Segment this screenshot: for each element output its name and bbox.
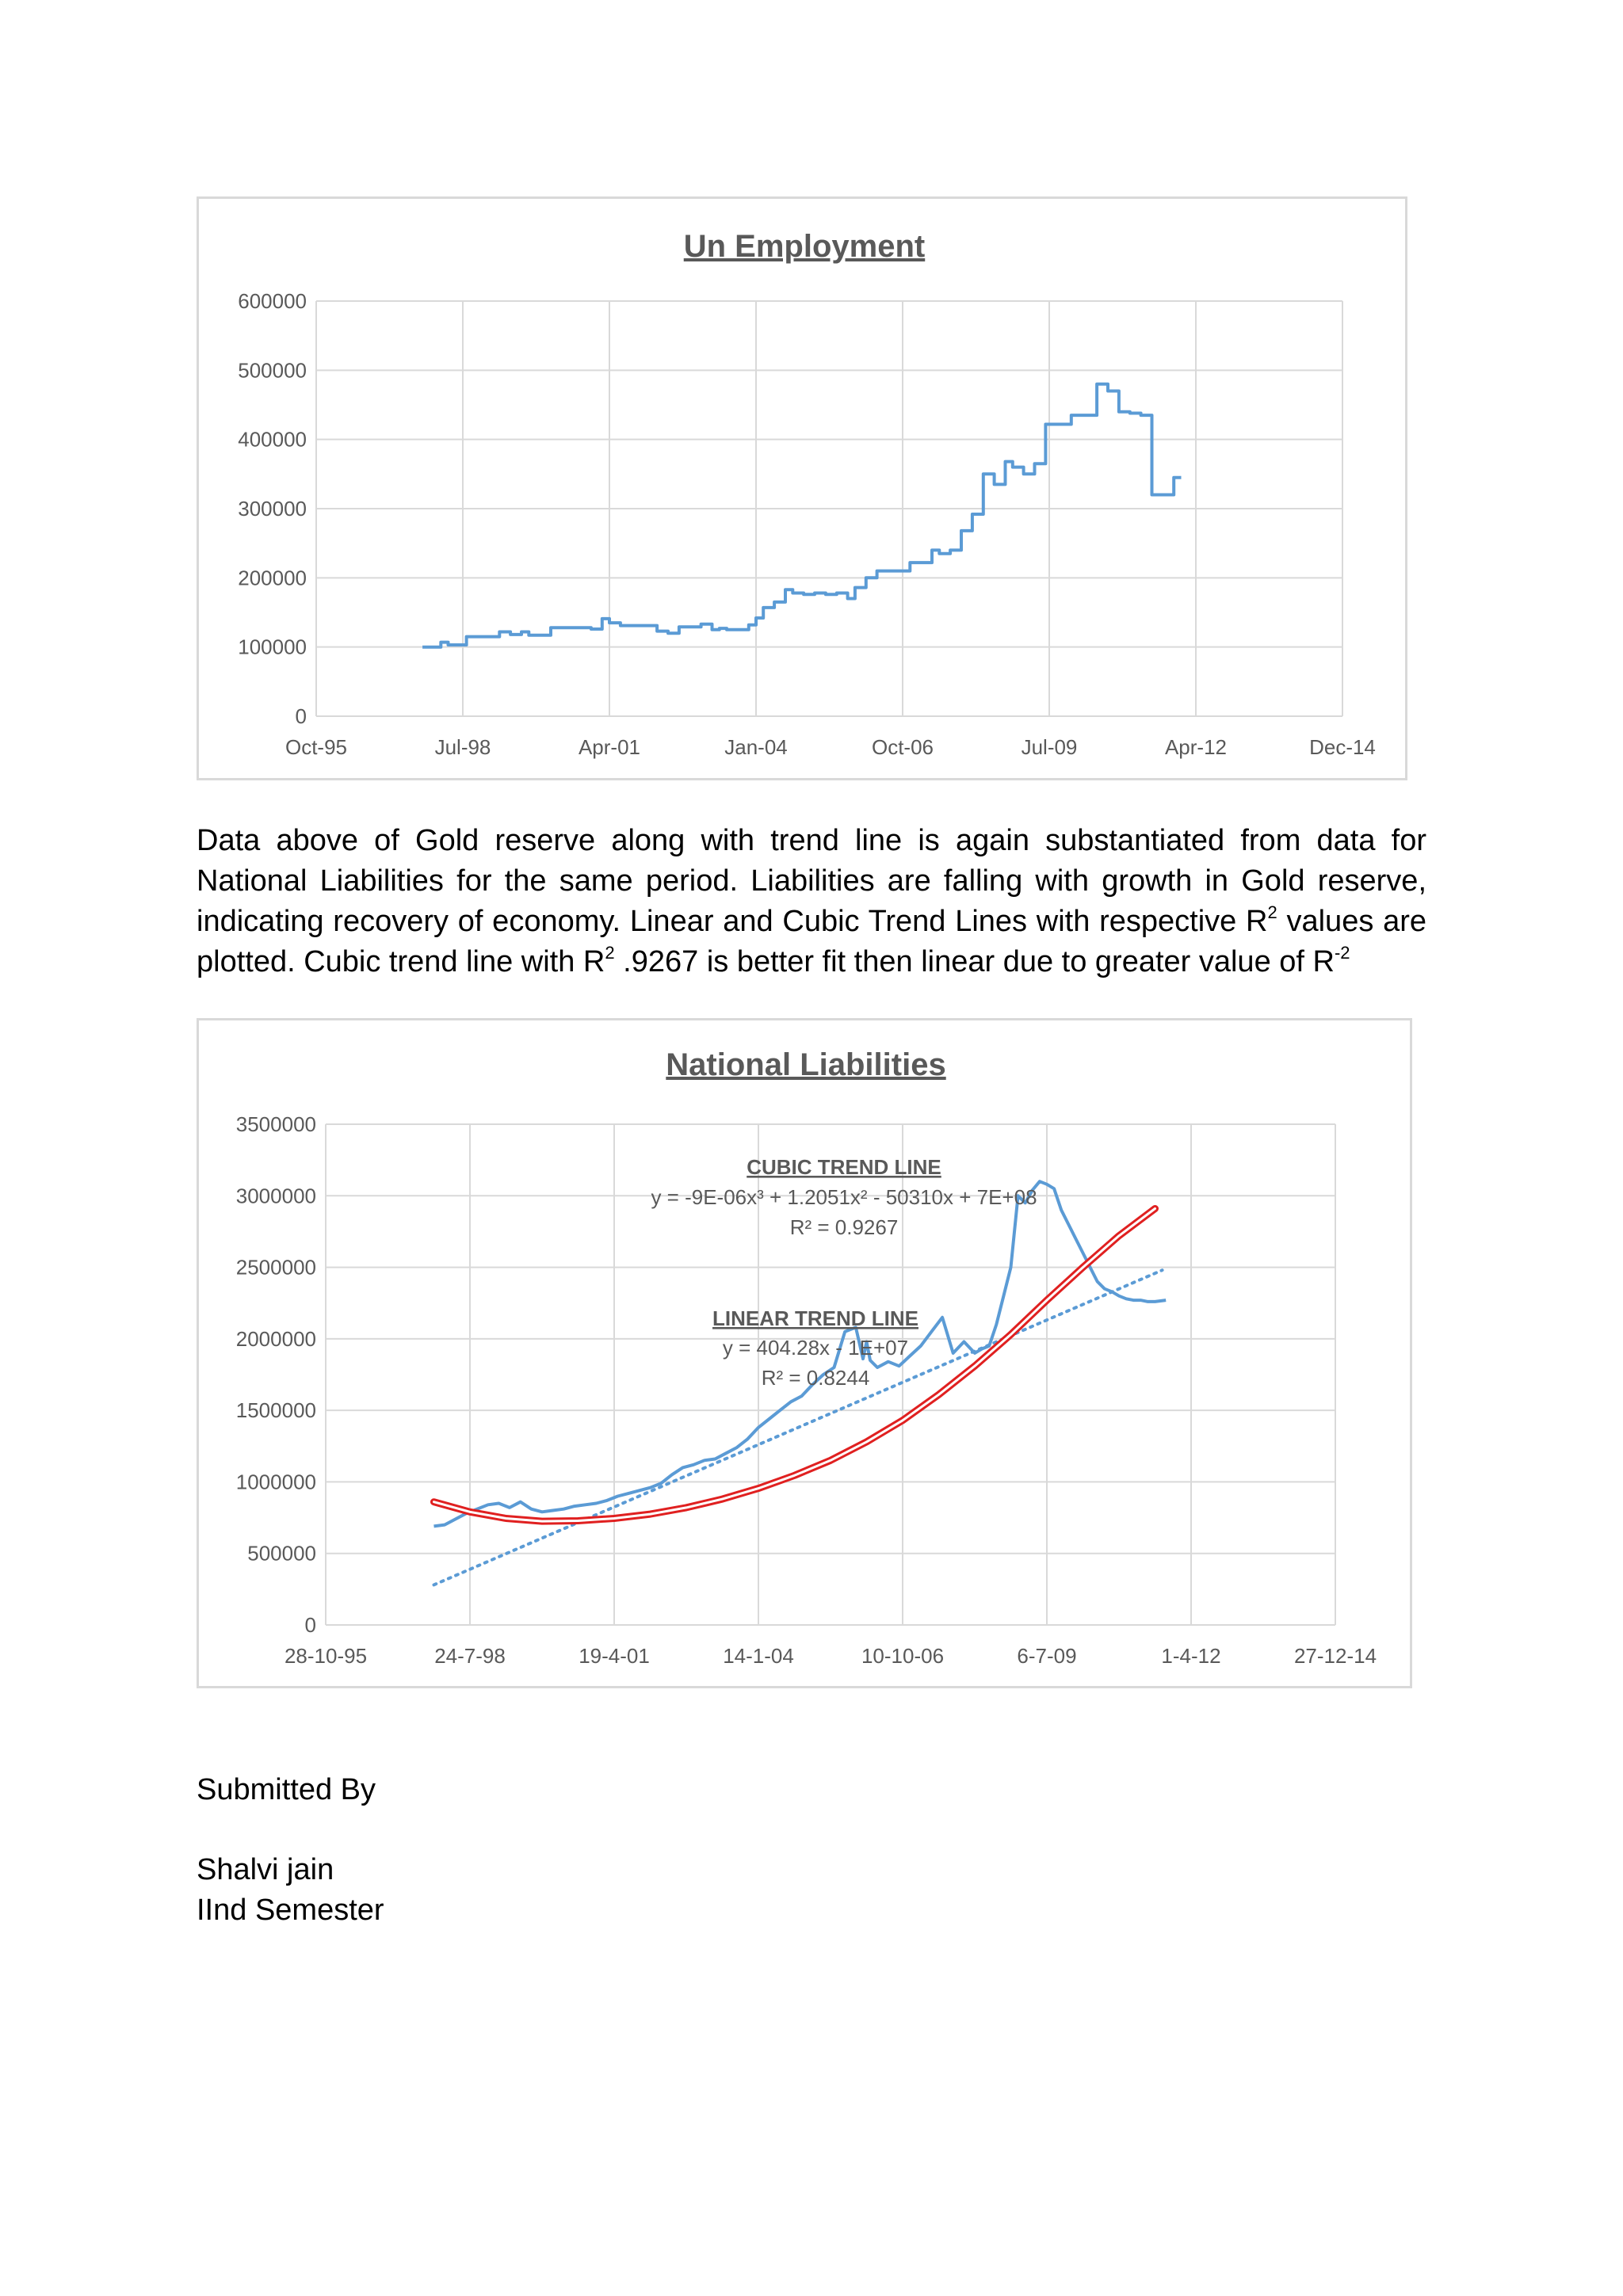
body-paragraph bbox=[197, 821, 1426, 982]
y-tick-label: 100000 bbox=[238, 635, 307, 659]
x-tick-label: 6-7-09 bbox=[1017, 1644, 1077, 1668]
y-tick-label: 600000 bbox=[238, 289, 307, 313]
author-name: Shalvi jain bbox=[197, 1853, 334, 1886]
x-tick-label: Jan-04 bbox=[724, 735, 788, 759]
superscript-2: 2 bbox=[605, 943, 615, 963]
x-tick-label: 1-4-12 bbox=[1161, 1644, 1221, 1668]
y-tick-label: 2000000 bbox=[235, 1326, 316, 1351]
national-liabilities-chart bbox=[197, 1018, 1412, 1688]
linear-trend-r2: R² = 0.8244 bbox=[761, 1366, 870, 1390]
unemployment-series-line bbox=[422, 384, 1181, 647]
linear-trend-title: LINEAR TREND LINE bbox=[712, 1306, 918, 1330]
y-tick-label: 0 bbox=[295, 704, 307, 728]
y-tick-label: 3000000 bbox=[235, 1184, 316, 1208]
unemployment-chart bbox=[197, 196, 1407, 780]
x-tick-label: 27-12-14 bbox=[1293, 1644, 1377, 1668]
cubic-trend-title: CUBIC TREND LINE bbox=[747, 1155, 941, 1179]
superscript-2: 2 bbox=[1267, 902, 1277, 923]
submitted-by-label: Submitted By bbox=[197, 1773, 376, 1806]
y-tick-label: 300000 bbox=[238, 497, 307, 521]
paragraph-part-2: values are plotted. Cubic trend line with R bbox=[197, 905, 1426, 978]
x-tick-label: 14-1-04 bbox=[723, 1644, 794, 1668]
y-tick-label: 1500000 bbox=[235, 1398, 316, 1423]
x-tick-label: 10-10-06 bbox=[861, 1644, 945, 1668]
paragraph-part-3: .9267 is better fit then linear due to greater value of R bbox=[614, 945, 1335, 978]
y-tick-label: 500000 bbox=[238, 358, 307, 383]
superscript-minus-2: -2 bbox=[1334, 943, 1350, 963]
x-tick-label: Dec-14 bbox=[1309, 735, 1376, 759]
x-tick-label: 24-7-98 bbox=[434, 1644, 506, 1668]
chart-title: Un Employment bbox=[683, 229, 926, 264]
y-tick-label: 3500000 bbox=[235, 1112, 316, 1136]
cubic-trend-equation: y = -9E-06x³ + 1.2051x² - 50310x + 7E+08 bbox=[651, 1185, 1037, 1209]
y-tick-label: 2500000 bbox=[235, 1255, 316, 1280]
chart-title: National Liabilities bbox=[666, 1047, 946, 1082]
x-tick-label: Jul-98 bbox=[434, 735, 491, 759]
x-tick-label: 19-4-01 bbox=[579, 1644, 650, 1668]
x-tick-label: 28-10-95 bbox=[284, 1644, 368, 1668]
x-tick-label: Jul-09 bbox=[1021, 735, 1078, 759]
author-semester: IInd Semester bbox=[197, 1894, 384, 1927]
x-tick-label: Oct-06 bbox=[871, 735, 934, 759]
unemployment-chart-svg bbox=[199, 199, 1410, 783]
x-tick-label: Oct-95 bbox=[285, 735, 348, 759]
national-liabilities-chart-svg bbox=[199, 1020, 1415, 1691]
y-tick-label: 400000 bbox=[238, 427, 307, 452]
y-tick-label: 0 bbox=[304, 1613, 316, 1637]
x-tick-label: Apr-01 bbox=[578, 735, 641, 759]
paragraph-part-1: Data above of Gold reserve along with trend line is again substantiated from data for National Liabilities for the same period. Liabilities are falling with growth in Gold reserve, indicating recovery of economy. Linear and Cubic Trend Lines with respective R bbox=[197, 824, 1426, 938]
cubic-trend-r2: R² = 0.9267 bbox=[789, 1215, 899, 1239]
y-tick-label: 1000000 bbox=[235, 1470, 316, 1494]
y-tick-label: 500000 bbox=[247, 1541, 316, 1566]
linear-trend-equation: y = 404.28x - 1E+07 bbox=[722, 1336, 909, 1360]
x-tick-label: Apr-12 bbox=[1164, 735, 1228, 759]
y-tick-label: 200000 bbox=[238, 566, 307, 590]
